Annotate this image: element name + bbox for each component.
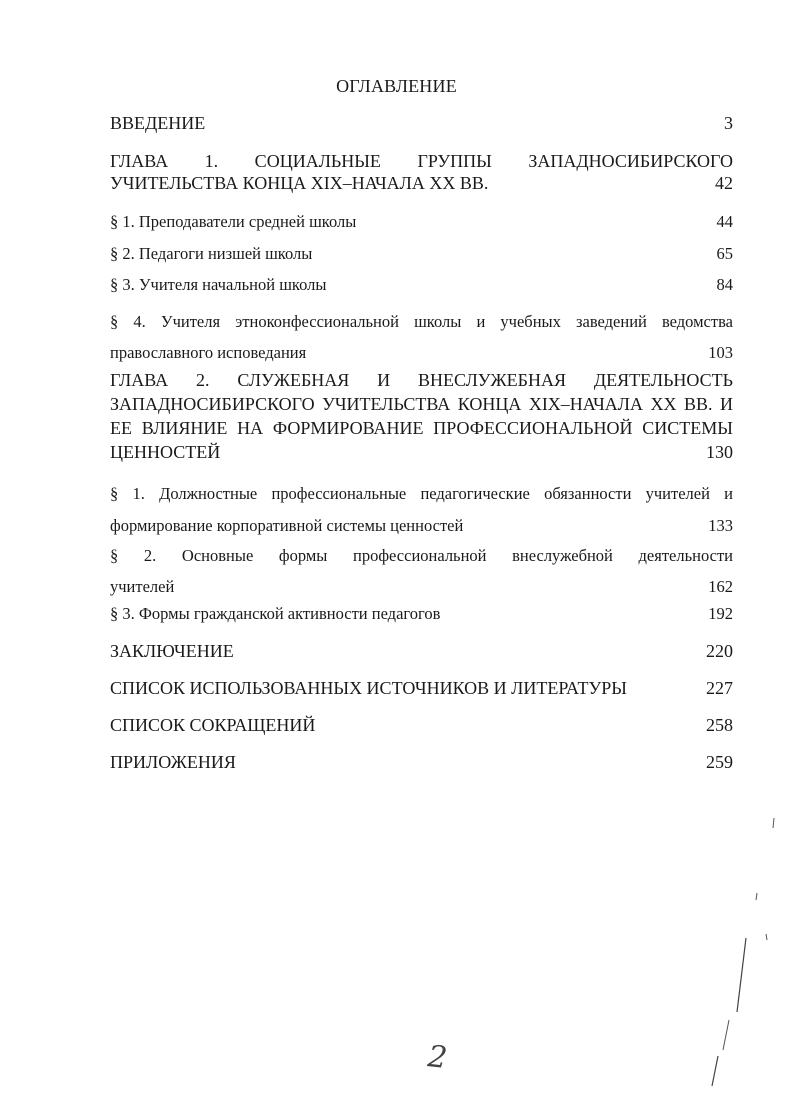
toc-entry-text-line: ЦЕННОСТЕЙ	[110, 442, 221, 462]
toc-entry-page: 259	[706, 752, 733, 772]
toc-entry-text-line: ГЛАВА 2. СЛУЖЕБНАЯ И ВНЕСЛУЖЕБНАЯ ДЕЯТЕЛЬНОСТЬ	[110, 370, 733, 390]
toc-entry-text: ВВЕДЕНИЕ	[110, 113, 206, 133]
toc-entry-page: 130	[706, 442, 733, 462]
toc-entry-text-line: ЕЕ ВЛИЯНИЕ НА ФОРМИРОВАНИЕ ПРОФЕССИОНАЛЬНОЙ СИСТЕМЫ	[110, 418, 733, 438]
toc-entry-text: СПИСОК ИСПОЛЬЗОВАННЫХ ИСТОЧНИКОВ И ЛИТЕРАТУРЫ	[110, 678, 627, 698]
toc-entry-page: 227	[706, 678, 733, 698]
toc-entry-page: 133	[708, 516, 733, 535]
toc-entry-text-line: § 4. Учителя этноконфессиональной школы и учебных заведений ведомства	[110, 312, 733, 331]
toc-entry-text-line: УЧИТЕЛЬСТВА КОНЦА XIX–НАЧАЛА XX ВВ.	[110, 173, 489, 193]
page-title: ОГЛАВЛЕНИЕ	[336, 76, 457, 96]
toc-entry-page: 44	[716, 212, 733, 231]
toc-entry-page: 103	[708, 343, 733, 362]
toc-entry-page: 192	[708, 604, 733, 623]
toc-entry-text-line: § 2. Основные формы профессиональной внеслужебной деятельности	[110, 546, 733, 565]
toc-entry-text: СПИСОК СОКРАЩЕНИЙ	[110, 715, 316, 735]
handwritten-page-number: 2	[426, 1039, 449, 1076]
toc-entry-text: § 2. Педагоги низшей школы	[110, 244, 313, 263]
toc-entry-page: 42	[715, 173, 733, 193]
toc-entry-text-line: формирование корпоративной системы ценностей	[110, 516, 464, 535]
toc-entry-text: ПРИЛОЖЕНИЯ	[110, 752, 236, 772]
toc-entry-page: 3	[724, 113, 733, 133]
toc-entry-text: § 3. Формы гражданской активности педагогов	[110, 604, 441, 623]
toc-entry-page: 65	[716, 244, 733, 263]
toc-entry-page: 258	[706, 715, 733, 735]
toc-entry-text-line: учителей	[110, 577, 175, 596]
toc-entry-text: ЗАКЛЮЧЕНИЕ	[110, 641, 234, 661]
toc-entry-text-line: ГЛАВА 1. СОЦИАЛЬНЫЕ ГРУППЫ ЗАПАДНОСИБИРСКОГО	[110, 151, 733, 171]
toc-entry-page: 162	[708, 577, 733, 596]
toc-entry-text: § 1. Преподаватели средней школы	[110, 212, 357, 231]
toc-entry-text: § 3. Учителя начальной школы	[110, 275, 327, 294]
toc-entry-page: 220	[706, 641, 733, 661]
toc-entry-text-line: ЗАПАДНОСИБИРСКОГО УЧИТЕЛЬСТВА КОНЦА XIX–НАЧАЛА XX ВВ. И	[110, 394, 733, 414]
toc-entry-text-line: § 1. Должностные профессиональные педагогические обязанности учителей и	[110, 484, 733, 503]
toc-entry-page: 84	[716, 275, 733, 294]
toc-entry-text-line: православного исповедания	[110, 343, 307, 362]
